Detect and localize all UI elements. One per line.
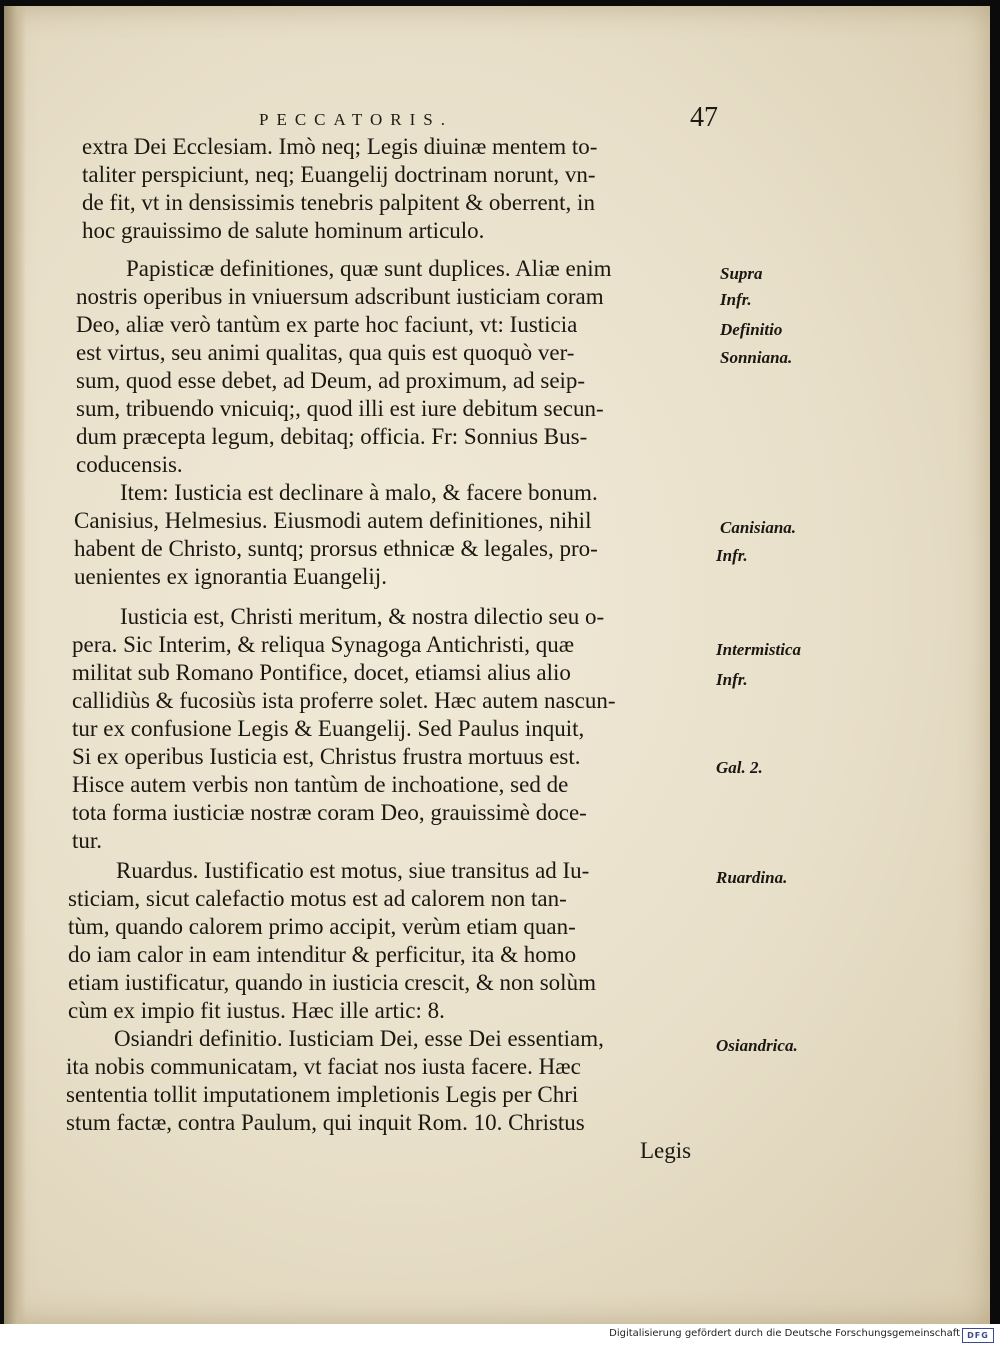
text-line: sticiam, sicut calefactio motus est ad calorem non tan- [68, 886, 567, 911]
margin-note: Infr. [720, 290, 752, 309]
text-line: Iusticia est, Christi meritum, & nostra dilectio seu o- [120, 604, 605, 629]
text-line: nostris operibus in vniuersum adscribunt iusticiam coram [76, 284, 604, 309]
text-line: taliter perspiciunt, neq; Euangelij doctrinam norunt, vn- [82, 162, 596, 187]
text-line: cùm ex impio fit iustus. Hæc ille artic: 8. [68, 998, 445, 1023]
text-line: sententia tollit imputationem impletionis Legis per Chri [66, 1082, 579, 1107]
margin-note: Supra [720, 264, 763, 283]
margin-note: Canisiana. [720, 518, 797, 537]
text-line: coducensis. [76, 452, 183, 477]
running-head: PECCATORIS. [259, 110, 453, 129]
text-line: Item: Iusticia est declinare à malo, & facere bonum. [120, 480, 598, 505]
text-line: est virtus, seu animi qualitas, qua quis est quoquò ver- [76, 340, 575, 365]
text-line: Si ex operibus Iusticia est, Christus frustra mortuus est. [72, 744, 581, 769]
text-line: Papisticæ definitiones, quæ sunt duplices. Aliæ enim [126, 256, 612, 281]
text-line: tùm, quando calorem primo accipit, verùm etiam quan- [68, 914, 576, 939]
text-line: Hisce autem verbis non tantùm de inchoatione, sed de [72, 772, 569, 797]
text-line: Ruardus. Iustificatio est motus, siue transitus ad Iu- [116, 858, 590, 883]
funding-credit: Digitalisierung gefördert durch die Deutsche Forschungsgemeinschaft [609, 1328, 960, 1339]
text-line: tur ex confusione Legis & Euangelij. Sed Paulus inquit, [72, 716, 585, 741]
text-line: hoc grauissimo de salute hominum articulo. [82, 218, 485, 243]
text-line: stum factæ, contra Paulum, qui inquit Rom. 10. Christus [66, 1110, 585, 1135]
text-line: dum præcepta legum, debitaq; officia. Fr: Sonnius Bus- [76, 424, 588, 449]
text-line: sum, tribuendo vnicuiq;, quod illi est iure debitum secun- [76, 396, 604, 421]
margin-note: Gal. 2. [716, 758, 763, 777]
text-line: de fit, vt in densissimis tenebris palpitent & oberrent, in [82, 190, 595, 215]
margin-note: Sonniana. [720, 348, 793, 367]
margin-note: Infr. [716, 670, 748, 689]
text-line: Osiandri definitio. Iusticiam Dei, esse Dei essentiam, [114, 1026, 604, 1051]
text-line: pera. Sic Interim, & reliqua Synagoga Antichristi, quæ [72, 632, 575, 657]
text-line: habent de Christo, suntq; prorsus ethnicæ & legales, pro- [74, 536, 598, 561]
margin-note: Intermistica [716, 640, 802, 659]
text-line: extra Dei Ecclesiam. Imò neq; Legis diuinæ mentem to- [82, 134, 598, 159]
text-line: tota forma iusticiæ nostræ coram Deo, grauissimè doce- [72, 800, 587, 825]
dfg-logo-icon: DFG [962, 1328, 994, 1343]
margin-note: Ruardina. [716, 868, 788, 887]
text-line: do iam calor in eam intenditur & perficitur, ita & homo [68, 942, 577, 967]
text-line: sum, quod esse debet, ad Deum, ad proximum, ad seip- [76, 368, 586, 393]
book-page [4, 6, 990, 1324]
text-line: Canisius, Helmesius. Eiusmodi autem definitiones, nihil [74, 508, 592, 533]
footer-bar [0, 1324, 1000, 1346]
text-line: ita nobis communicatam, vt faciat nos iusta facere. Hæc [66, 1054, 581, 1079]
text-line: etiam iustificatur, quando in iusticia crescit, & non solùm [68, 970, 596, 995]
catchword: Legis [640, 1138, 692, 1163]
text-line: tur. [72, 828, 103, 853]
page-number: 47 [690, 102, 718, 133]
text-line: Deo, aliæ verò tantùm ex parte hoc faciunt, vt: Iusticia [76, 312, 578, 337]
text-line: callidiùs & fucosiùs ista proferre solet. Hæc autem nascun- [72, 688, 616, 713]
margin-note: Infr. [716, 546, 748, 565]
text-line: militat sub Romano Pontifice, docet, etiamsi alius alio [72, 660, 571, 685]
text-line: uenientes ex ignorantia Euangelij. [74, 564, 387, 589]
margin-note: Osiandrica. [716, 1036, 798, 1055]
margin-note: Definitio [720, 320, 783, 339]
